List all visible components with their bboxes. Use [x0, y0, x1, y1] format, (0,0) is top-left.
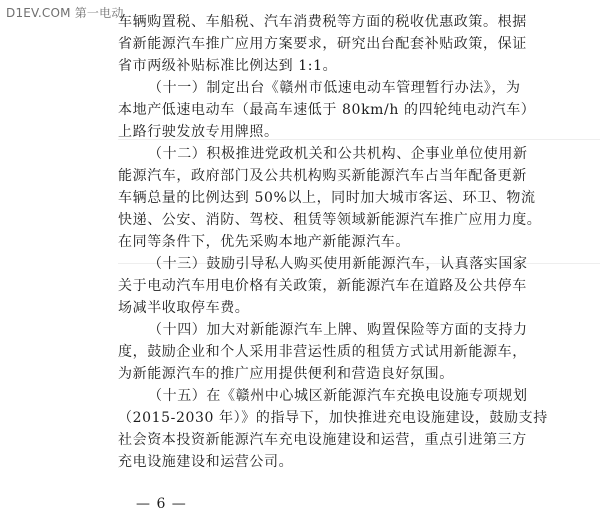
- text-line: 场减半收取停车费。: [118, 300, 250, 316]
- site-watermark: D1EV.COM 第一电动: [6, 6, 124, 20]
- text-line: 省新能源汽车推广应用方案要求，研究出台配套补贴政策，保证: [118, 36, 527, 52]
- text-line: （十一）制定出台《赣州市低速电动车管理暂行办法》，为: [148, 80, 521, 96]
- text-line: 为新能源汽车的推广应用提供便利和营造良好氛围。: [118, 366, 454, 382]
- text-line: 上路行驶发放专用牌照。: [118, 124, 279, 140]
- text-line: 本地产低速电动车（最高车速低于 80km/h 的四轮纯电动汽车）: [118, 102, 536, 118]
- page-number: — 6 —: [136, 496, 187, 512]
- text-line: 能源汽车，政府部门及公共机构购买新能源汽车占当年配备更新: [118, 168, 527, 184]
- text-line: （十三）鼓励引导私人购买使用新能源汽车，认真落实国家: [148, 256, 528, 272]
- text-line: 在同等条件下，优先采购本地产新能源汽车。: [118, 234, 410, 250]
- text-line: 车辆购置税、车船税、汽车消费税等方面的税收优惠政策。根据: [118, 14, 527, 30]
- text-line: 车辆总量的比例达到 50%以上，同时加大城市客运、环卫、物流: [118, 190, 536, 206]
- text-line: （十四）加大对新能源汽车上牌、购置保险等方面的支持力: [148, 322, 528, 338]
- text-line: 社会资本投资新能源汽车充电设施建设和运营，重点引进第三方: [118, 432, 527, 448]
- text-line: （2015-2030 年）》的指导下，加快推进充电设施建设，鼓励支持: [118, 410, 548, 426]
- text-line: 度，鼓励企业和个人采用非营运性质的租赁方式试用新能源车，: [118, 344, 527, 360]
- text-line: 快递、公安、消防、驾校、租赁等领域新能源汽车推广应用力度。: [118, 212, 542, 228]
- text-line: （十五）在《赣州中心城区新能源汽车充换电设施专项规划: [148, 388, 528, 404]
- text-line: 关于电动汽车用电价格有关政策，新能源汽车在道路及公共停车: [118, 278, 527, 294]
- text-line: 充电设施建设和运营公司。: [118, 454, 294, 470]
- text-line: 省市两级补贴标准比例达到 1:1。: [118, 58, 338, 74]
- text-line: （十二）积极推进党政机关和公共机构、企事业单位使用新: [148, 146, 528, 162]
